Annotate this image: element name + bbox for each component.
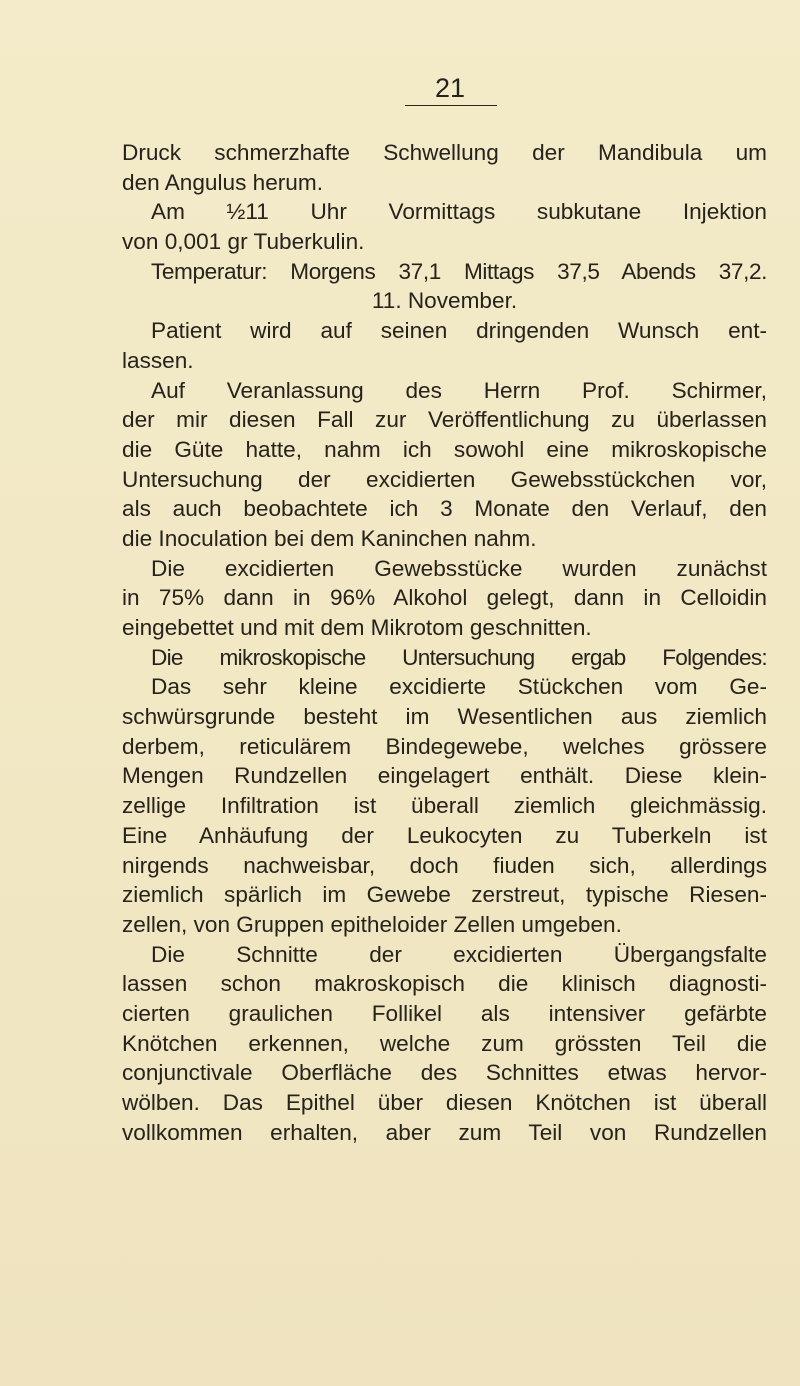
text-line: ziemlich spärlich im Gewebe zerstreut, typische Riesen-: [122, 882, 767, 908]
text-line: die Güte hatte, nahm ich sowohl eine mikroskopische: [122, 436, 767, 462]
text-line: den Angulus herum.: [122, 169, 323, 195]
text-line: conjunctivale Oberfläche des Schnittes etwas hervor-: [122, 1060, 767, 1086]
text-line: die Inoculation bei dem Kaninchen nahm.: [122, 525, 537, 551]
text-line: lassen schon makroskopisch die klinisch diagnosti-: [122, 971, 767, 997]
text-line: Temperatur: Morgens 37,1 Mittags 37,5 Abends 37,2.: [151, 258, 767, 284]
page-number-rule: [405, 105, 497, 106]
page-number: 21: [434, 73, 466, 103]
text-line: Patient wird auf seinen dringenden Wunsch ent-: [151, 318, 767, 344]
text-line: wölben. Das Epithel über diesen Knötchen ist überall: [122, 1090, 767, 1115]
text-line: als auch beobachtete ich 3 Monate den Verlauf, den: [122, 496, 767, 522]
text-line: zellige Infiltration ist überall ziemlich gleichmässig.: [122, 793, 767, 819]
text-line: Mengen Rundzellen eingelagert enthält. Diese klein-: [122, 763, 767, 789]
text-line: nirgends nachweisbar, doch fiuden sich, allerdings: [122, 852, 767, 878]
text-line: Die mikroskopische Untersuchung ergab Folgendes:: [151, 644, 767, 670]
text-line: Das sehr kleine excidierte Stückchen vom Ge-: [151, 674, 767, 700]
text-line: cierten graulichen Follikel als intensiver gefärbte: [122, 1000, 767, 1026]
text-line: der mir diesen Fall zur Veröffentlichung zu überlassen: [122, 407, 767, 433]
text-line: eingebettet und mit dem Mikrotom geschnitten.: [122, 615, 592, 640]
text-line: Auf Veranlassung des Herrn Prof. Schirmer,: [151, 377, 767, 403]
text-line: Die excidierten Gewebsstücke wurden zunächst: [151, 555, 767, 581]
text-line: zellen, von Gruppen epitheloider Zellen umgeben.: [122, 911, 622, 937]
text-line: lassen.: [122, 347, 194, 373]
date-heading: 11. November.: [371, 288, 518, 314]
text-line: Untersuchung der excidierten Gewebsstückchen vor,: [122, 466, 767, 492]
text-line: Knötchen erkennen, welche zum grössten Teil die: [122, 1030, 767, 1056]
text-line: in 75% dann in 96% Alkohol gelegt, dann in Celloidin: [122, 585, 767, 611]
text-line: Am ½11 Uhr Vormittags subkutane Injektion: [151, 199, 767, 225]
text-line: Die Schnitte der excidierten Übergangsfalte: [151, 941, 767, 967]
body-text: [122, 138, 767, 1147]
text-line: vollkommen erhalten, aber zum Teil von Rundzellen: [122, 1119, 767, 1145]
text-line: von 0,001 gr Tuberkulin.: [122, 229, 365, 255]
text-line: Druck schmerzhafte Schwellung der Mandibula um: [122, 140, 767, 165]
text-line: schwürsgrunde besteht im Wesentlichen aus ziemlich: [122, 704, 767, 730]
text-line: Eine Anhäufung der Leukocyten zu Tuberkeln ist: [122, 822, 767, 848]
text-line: derbem, reticulärem Bindegewebe, welches grössere: [122, 733, 767, 759]
